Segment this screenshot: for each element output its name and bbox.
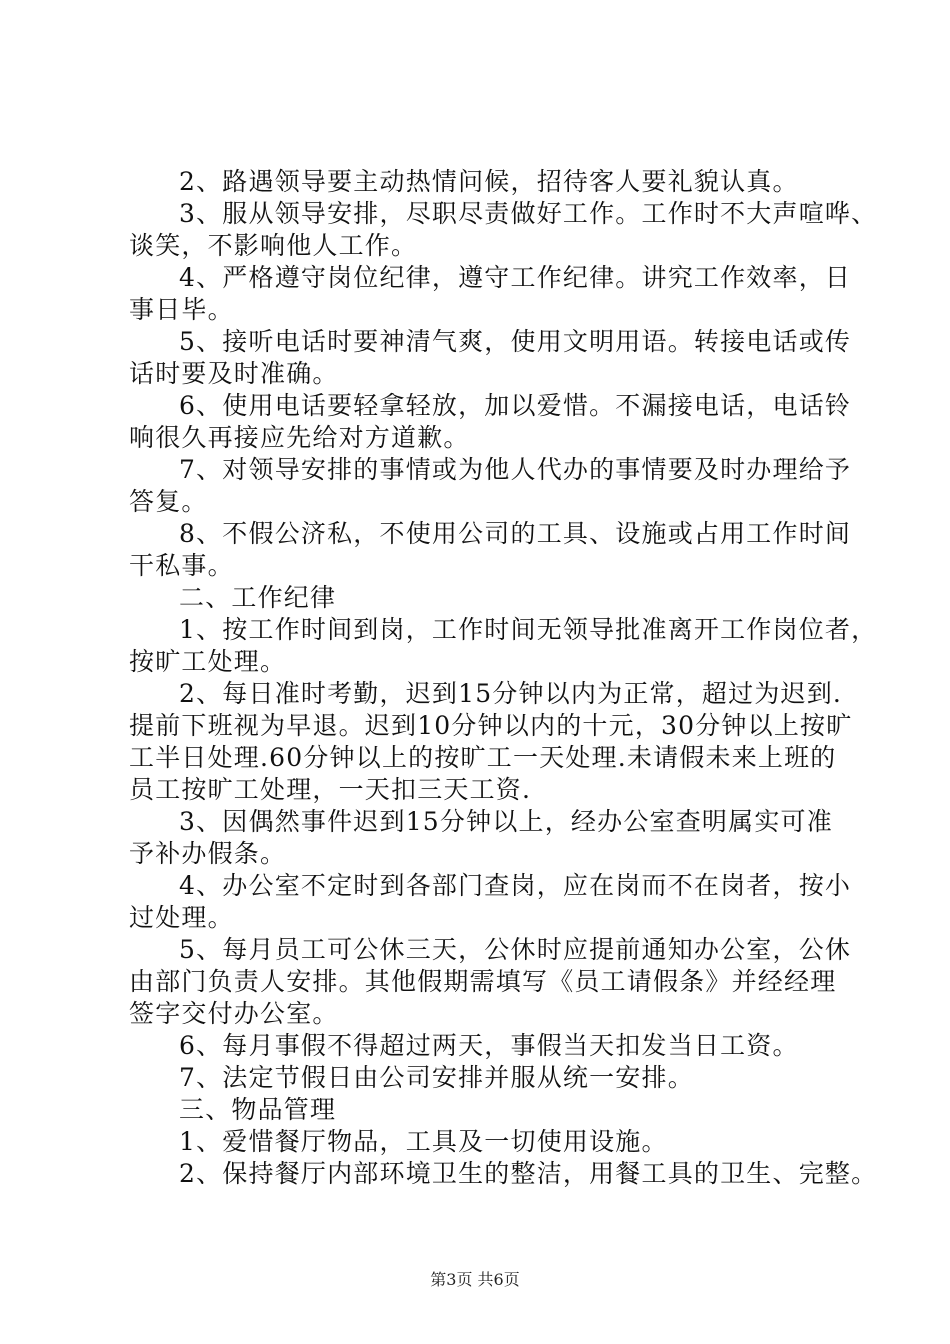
text-line: 7、对领导安排的事情或为他人代办的事情要及时办理给予 <box>179 455 852 484</box>
text-line: 过处理。 <box>129 903 234 932</box>
text-line: 二、工作纪律 <box>179 583 337 612</box>
text-line: 员工按旷工处理，一天扣三天工资. <box>129 775 532 804</box>
text-line: 4、严格遵守岗位纪律，遵守工作纪律。讲究工作效率，日 <box>179 263 852 292</box>
text-line: 响很久再接应先给对方道歉。 <box>129 423 470 452</box>
text-line: 由部门负责人安排。其他假期需填写《员工请假条》并经经理 <box>129 967 837 996</box>
text-line: 工半日处理.60分钟以上的按旷工一天处理.未请假未来上班的 <box>129 743 837 772</box>
text-line: 2、保持餐厅内部环境卫生的整洁，用餐工具的卫生、完整。 <box>179 1159 878 1188</box>
text-line: 5、每月员工可公休三天，公休时应提前通知办公室，公休 <box>179 935 852 964</box>
text-line: 签字交付办公室。 <box>129 999 339 1028</box>
text-line: 1、爱惜餐厅物品，工具及一切使用设施。 <box>179 1127 668 1156</box>
text-line: 事日毕。 <box>129 295 234 324</box>
text-line: 4、办公室不定时到各部门查岗，应在岗而不在岗者，按小 <box>179 871 852 900</box>
text-line: 5、接听电话时要神清气爽，使用文明用语。转接电话或传 <box>179 327 852 356</box>
text-line: 三、物品管理 <box>179 1095 337 1124</box>
text-line: 提前下班视为早退。迟到10分钟以内的十元，30分钟以上按旷 <box>129 711 853 740</box>
page-footer: 第3页 共6页 <box>430 1270 520 1289</box>
text-line: 1、按工作时间到岗，工作时间无领导批准离开工作岗位者， <box>179 615 878 644</box>
text-line: 7、法定节假日由公司安排并服从统一安排。 <box>179 1063 694 1092</box>
text-line: 予补办假条。 <box>129 839 287 868</box>
text-line: 2、每日准时考勤，迟到15分钟以内为正常，超过为迟到. <box>179 679 843 708</box>
document-body <box>129 166 878 1190</box>
text-line: 谈笑，不影响他人工作。 <box>129 231 418 260</box>
text-line: 答复。 <box>129 487 208 516</box>
text-line: 2、路遇领导要主动热情问候，招待客人要礼貌认真。 <box>179 167 799 196</box>
text-line: 6、每月事假不得超过两天，事假当天扣发当日工资。 <box>179 1031 799 1060</box>
text-line: 8、不假公济私，不使用公司的工具、设施或占用工作时间 <box>179 519 852 548</box>
text-line: 干私事。 <box>129 551 234 580</box>
text-line: 3、服从领导安排，尽职尽责做好工作。工作时不大声喧哗、 <box>179 199 878 228</box>
text-line: 6、使用电话要轻拿轻放，加以爱惜。不漏接电话，电话铃 <box>179 391 852 420</box>
text-line: 3、因偶然事件迟到15分钟以上，经办公室查明属实可准 <box>179 807 833 836</box>
text-line: 按旷工处理。 <box>129 647 287 676</box>
text-line: 话时要及时准确。 <box>129 359 339 388</box>
